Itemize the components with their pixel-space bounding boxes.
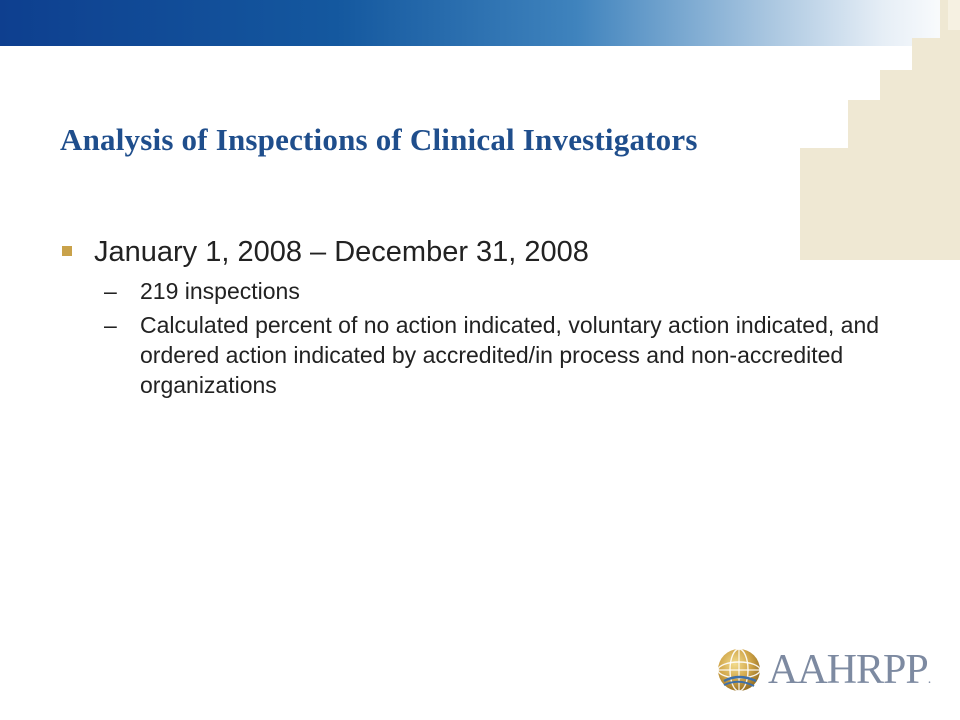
square-bullet-icon <box>62 246 72 256</box>
dash-marker: – <box>104 278 117 304</box>
sub-bullet-text: Calculated percent of no action indicated, voluntary action indicated, and ordered action indicated by accredited/in process and non-accredited organizations <box>140 312 880 398</box>
sub-bullet-text: 219 inspections <box>140 278 300 304</box>
sub-bullet-list <box>94 276 880 400</box>
slide-title: Analysis of Inspections of Clinical Investigators <box>60 122 698 157</box>
bullet-item <box>60 232 880 400</box>
sub-bullet-item <box>94 310 880 400</box>
globe-icon <box>716 647 762 693</box>
dash-marker: – <box>104 312 117 338</box>
logo-text: AAHRPP <box>768 647 928 693</box>
header-gradient-band <box>0 0 960 46</box>
logo-registered-dot: . <box>927 672 932 687</box>
bullet-list <box>60 232 880 404</box>
bullet-text: January 1, 2008 – December 31, 2008 <box>94 236 589 268</box>
aahrpp-logo <box>716 642 931 698</box>
sub-bullet-item <box>94 276 880 306</box>
